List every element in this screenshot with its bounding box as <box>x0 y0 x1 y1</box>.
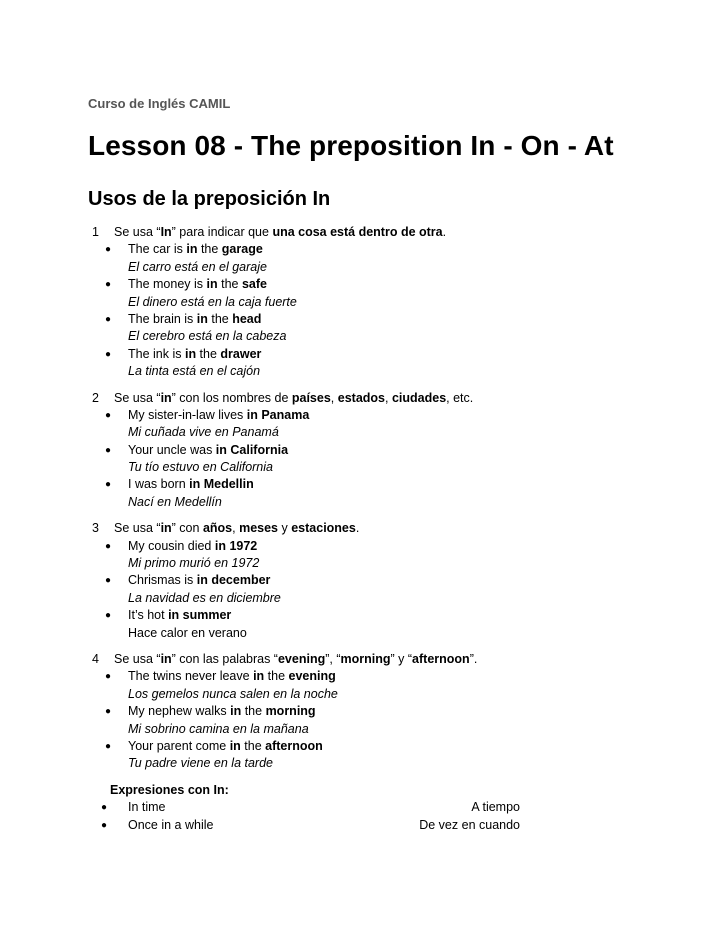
text-run: Chrismas is <box>128 573 197 588</box>
text-run: My sister-in-law lives <box>128 407 247 422</box>
rule-line <box>88 520 648 537</box>
expression-spanish: A tiempo <box>471 800 520 815</box>
expressions-heading: Expresiones con In: <box>110 782 229 797</box>
text-run: I was born <box>128 477 190 492</box>
bold-text: in <box>230 704 242 719</box>
example-translation: Nací en Medellín <box>128 494 222 509</box>
example-translation: Tu padre viene en la tarde <box>128 756 274 771</box>
rule-number: 2 <box>92 390 99 405</box>
course-name: Curso de Inglés CAMIL <box>88 96 231 111</box>
bold-text: in <box>186 242 198 257</box>
rule-number: 1 <box>92 225 99 239</box>
text-run: The car is <box>128 242 187 257</box>
bold-text: afternoon <box>265 738 323 753</box>
text-run: Your parent come <box>128 738 230 753</box>
example-item <box>88 607 648 624</box>
text-run: the <box>197 242 222 257</box>
example-translation: Mi cuñada vive en Panamá <box>128 425 279 440</box>
text-run: the <box>241 704 266 719</box>
text-run: ” y “ <box>390 651 413 666</box>
text-run: Se usa “ <box>114 225 161 239</box>
text-run: Se usa “ <box>114 651 161 666</box>
bullet-icon: ● <box>100 819 108 831</box>
lesson-content <box>88 224 648 834</box>
text-run: , <box>232 521 240 536</box>
bullet-icon: ● <box>104 575 112 587</box>
text-run: My cousin died <box>128 538 215 553</box>
bold-text: in summer <box>168 608 232 623</box>
example-item <box>88 572 648 589</box>
example-item <box>88 442 648 459</box>
section-spacer <box>88 511 648 520</box>
example-item <box>88 668 648 685</box>
section-spacer <box>88 773 648 782</box>
bold-text: garage <box>221 242 263 257</box>
example-item <box>88 703 648 720</box>
bullet-icon: ● <box>104 671 112 683</box>
text-run: My nephew walks <box>128 704 231 719</box>
example-item <box>88 346 648 363</box>
bold-text: drawer <box>220 346 262 361</box>
page-title: Lesson 08 - The preposition In - On - At <box>88 130 614 161</box>
text-run: , etc. <box>446 390 474 405</box>
bullet-icon: ● <box>104 610 112 622</box>
section-heading: Usos de la preposición In <box>88 188 331 210</box>
text-run: The money is <box>128 277 207 292</box>
example-item <box>88 407 648 424</box>
text-run: Se usa “ <box>114 390 161 405</box>
text-run: ”. <box>469 651 478 666</box>
text-run: The twins never leave <box>128 669 254 684</box>
bold-text: in <box>253 669 265 684</box>
bullet-icon: ● <box>104 706 112 718</box>
example-translation: Hace calor en verano <box>128 625 247 640</box>
example-item <box>88 476 648 493</box>
bold-text: in Medellin <box>189 477 254 492</box>
bold-text: in California <box>215 442 289 457</box>
example-item <box>88 538 648 555</box>
example-translation: El carro está en el garaje <box>128 259 267 274</box>
example-translation: La tinta está en el cajón <box>128 364 261 379</box>
text-run: the <box>264 669 289 684</box>
text-run: ” para indicar que <box>171 225 273 239</box>
bold-text: afternoon <box>412 651 470 666</box>
example-translation: La navidad es en diciembre <box>128 590 281 605</box>
rule-number: 4 <box>92 651 99 666</box>
bullet-icon: ● <box>104 444 112 456</box>
bullet-icon: ● <box>104 279 112 291</box>
example-item <box>88 738 648 755</box>
bold-text: in <box>184 346 197 361</box>
bold-text: una cosa está dentro de otra <box>272 225 443 239</box>
bold-text: evening <box>277 651 326 666</box>
text-run: , <box>385 390 392 405</box>
text-run: the <box>240 738 266 753</box>
bold-text: In <box>160 225 172 239</box>
example-translation: El cerebro está en la cabeza <box>128 329 287 344</box>
bullet-icon: ● <box>104 409 112 421</box>
bold-text: in 1972 <box>214 538 258 553</box>
bold-text: años <box>202 521 233 536</box>
bullet-icon: ● <box>104 740 112 752</box>
bold-text: estados <box>337 390 385 405</box>
bullet-icon: ● <box>104 540 112 552</box>
text-run: ” con las palabras “ <box>171 651 278 666</box>
rule-line <box>88 651 648 668</box>
text-run: The ink is <box>128 346 185 361</box>
bold-text: in Panama <box>246 407 310 422</box>
example-translation: Tu tío estuvo en California <box>128 460 273 475</box>
text-run: ” con los nombres de <box>171 390 292 405</box>
section-spacer <box>88 642 648 651</box>
expression-item <box>88 817 648 834</box>
rule-line <box>88 390 648 407</box>
bullet-icon: ● <box>104 479 112 491</box>
bold-text: in <box>160 521 172 536</box>
bold-text: in <box>160 390 172 405</box>
expression-spanish: De vez en cuando <box>419 817 520 832</box>
expression-english: In time <box>128 800 166 815</box>
text-run: the <box>196 346 221 361</box>
bullet-icon: ● <box>104 313 112 325</box>
example-translation: Los gemelos nunca salen en la noche <box>128 686 338 701</box>
bold-text: morning <box>340 651 391 666</box>
bullet-icon: ● <box>104 348 112 360</box>
bullet-icon: ● <box>104 244 112 256</box>
bold-text: in <box>196 311 208 326</box>
text-run: The brain is <box>128 311 197 326</box>
rule-line <box>88 224 648 241</box>
text-run: It’s hot <box>128 608 169 623</box>
bold-text: países <box>291 390 331 405</box>
bold-text: ciudades <box>391 390 447 405</box>
example-translation: El dinero está en la caja fuerte <box>128 294 297 309</box>
example-item <box>88 241 648 258</box>
example-translation: Mi sobrino camina en la mañana <box>128 721 309 736</box>
bold-text: estaciones <box>291 521 356 536</box>
text-run: y <box>278 521 292 536</box>
bold-text: in <box>206 277 218 292</box>
bullet-icon: ● <box>100 802 108 814</box>
text-run: ” con <box>171 521 203 536</box>
text-run: . <box>442 225 447 239</box>
example-item <box>88 311 648 328</box>
bold-text: in <box>229 738 241 753</box>
example-item <box>88 276 648 293</box>
expression-english: Once in a while <box>128 817 214 832</box>
bold-text: safe <box>241 277 267 292</box>
bold-text: in <box>160 651 172 666</box>
bold-text: evening <box>288 669 336 684</box>
text-run: Se usa “ <box>114 521 161 536</box>
text-run: , <box>330 390 338 405</box>
text-run: ”, “ <box>325 651 341 666</box>
text-run: the <box>207 311 233 326</box>
text-run: Your uncle was <box>128 442 216 457</box>
section-spacer <box>88 381 648 390</box>
bold-text: in december <box>196 573 271 588</box>
text-run: the <box>217 277 242 292</box>
bold-text: meses <box>239 521 279 536</box>
expression-item <box>88 799 648 816</box>
bold-text: head <box>232 311 262 326</box>
bold-text: morning <box>265 704 316 719</box>
rule-number: 3 <box>92 521 99 536</box>
example-translation: Mi primo murió en 1972 <box>128 556 260 571</box>
text-run: . <box>355 521 360 536</box>
